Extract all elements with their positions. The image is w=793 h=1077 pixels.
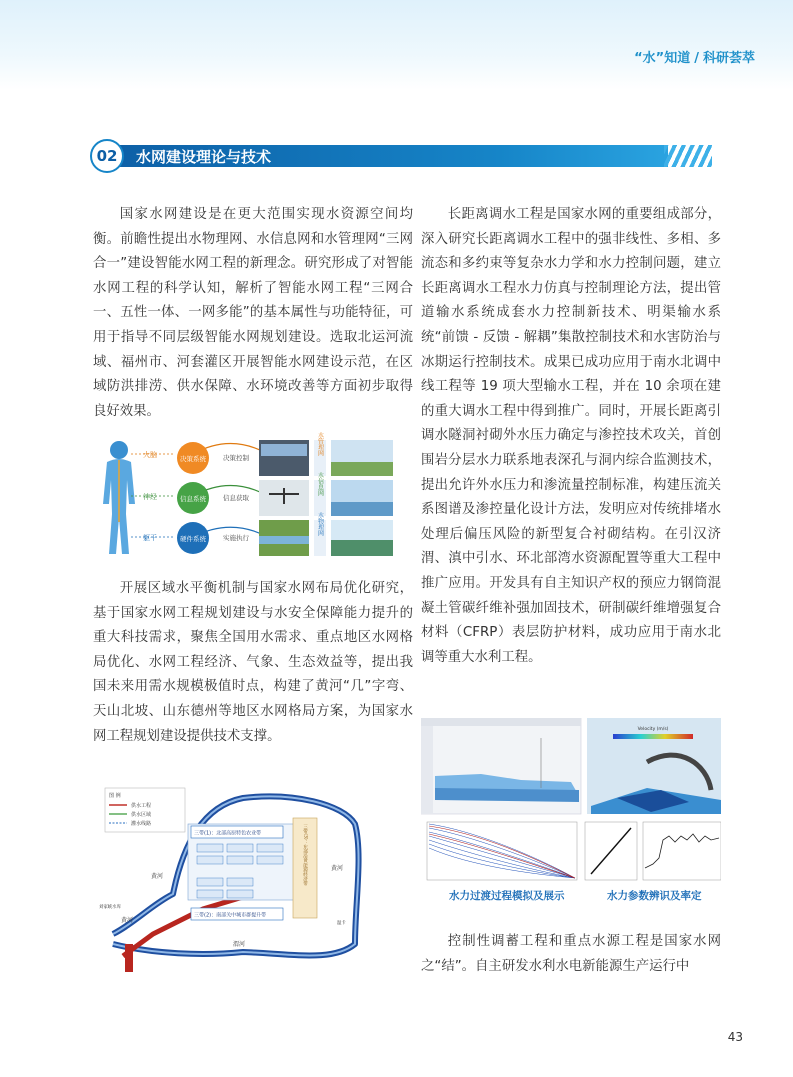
legend-item-2: 供水区域 bbox=[131, 812, 152, 818]
figure-smart-water-network-analogy bbox=[93, 432, 413, 562]
page-number: 43 bbox=[727, 1030, 743, 1044]
top-band bbox=[0, 0, 793, 90]
left-column-text-1 bbox=[93, 203, 413, 424]
header-separator: / bbox=[694, 51, 699, 66]
zone-box-south: 三带(2)：南部关中城市群提升带 bbox=[194, 912, 267, 919]
left-column-text-2 bbox=[93, 577, 413, 749]
zone-box-north: 三带(1)：北部高原特色农业带 bbox=[194, 830, 262, 837]
section-heading-stripes bbox=[664, 145, 712, 167]
section-heading bbox=[90, 141, 712, 171]
header-water: 水 bbox=[642, 51, 656, 66]
label-limb: 躯干 bbox=[143, 534, 157, 542]
paragraph: 控制性调蓄工程和重点水源工程是国家水网之“结”。自主研发水利水电新能源生产运行中 bbox=[421, 934, 721, 974]
calibration-timeseries-plot bbox=[643, 822, 721, 880]
function-label-decision: 决策控制 bbox=[223, 454, 249, 462]
human-body-icon bbox=[103, 441, 135, 554]
header-quote-close: ” bbox=[655, 51, 665, 66]
header-section: 科研荟萃 bbox=[702, 51, 755, 66]
function-label-info: 信息获取 bbox=[223, 494, 249, 502]
city-label-2: 温卡 bbox=[337, 921, 346, 926]
net-label-management: 水管理网 bbox=[316, 432, 324, 456]
running-header bbox=[634, 47, 755, 66]
net-label-physical: 水物理网 bbox=[316, 512, 324, 536]
system-label-hardware: 硬件系统 bbox=[180, 535, 206, 543]
header-zhidao: 知道 bbox=[664, 51, 691, 66]
paragraph: 开展区域水平衡机制与国家水网布局优化研究，基于国家水网工程规划建设与水安全保障能力提升的重大科技需求，聚焦全国用水需求、重点地区水网格局优化、水网工程经济、气象、生态效益等，提出我国未来用需水规模极值时点，构建了黄河“几”字弯、天山北坡、山东德州等地区水网格局方案，为国家水网工程规划建设提供技术支撑。 bbox=[93, 581, 413, 744]
hydraulic-figure-graphic bbox=[421, 718, 721, 903]
section-number: 02 bbox=[90, 139, 124, 173]
label-nerve: 神经 bbox=[143, 493, 157, 501]
zone-box-east: 三带(3)：东部沿黄能源经济带 bbox=[302, 824, 308, 886]
legend-item-3: 灌水线路 bbox=[131, 821, 152, 827]
river-label-1: 黄河 bbox=[331, 865, 344, 872]
figure-hydraulic-simulation bbox=[421, 718, 721, 903]
paragraph: 国家水网建设是在更大范围实现水资源空间均衡。前瞻性提出水物理网、水信息网和水管理网“三网合一”建设智能水网工程的新理念。研究形成了对智能水网工程的科学认知，解析了智能水网工程“三网合一、五性一体、一网多能”的基本属性与功能特征，可用于指导不同层级智能水网规划建设。选取北运河流域、福州市、河套灌区开展智能水网建设示范，在区域防洪排涝、供水保障、水环境改善等方面初步取得良好效果。 bbox=[93, 207, 413, 419]
city-label-1: 刘家峡水库 bbox=[99, 905, 121, 910]
figure-water-network-map bbox=[93, 784, 393, 974]
function-label-execute: 实施执行 bbox=[223, 534, 249, 542]
river-label-3: 渭河 bbox=[233, 941, 246, 948]
system-label-info: 信息系统 bbox=[180, 495, 206, 503]
system-label-decision: 决策系统 bbox=[180, 455, 206, 463]
paragraph: 长距离调水工程是国家水网的重要组成部分，深入研究长距离调水工程中的强非线性、多相、多流态和多约束等复杂水力学和水力控制问题，建立长距离调水工程水力仿真与控制理论方法，提出管道输水系统成套水力控制新技术、明渠输水系统“前馈 - 反馈 - 解耦”集散控制技术和水害防治与冰期运行控制技术。成果已成功应用于南水北调中线工程等 19 项大型输水工程，并在 10 余项在建的重大调水工程中得到推广。同时，开展长距离引调水隧洞衬砌外水压力确定与渗控技术攻关，首创围岩分层水力联系地表深孔与洞内综合监测技术，提出允许外水压力和渗流量控制标准，构建压流关系图谱及渗控量化设计方法，发明应对传统排堵水处理后偏压风险的新型复合衬砌结构。在引汉济渭、滇中引水、环北部湾水资源配置等重大工程中推广应用。开发具有自主知识产权的预应力钢筒混凝土管碳纤维补强加固技术，研制碳纤维增强复合材料（CFRP）表层防护材料，成功应用于南水北调等重大水利工程。 bbox=[421, 207, 721, 665]
figure-caption-2: 水力参数辨识及率定 bbox=[607, 890, 702, 902]
header-quote-open: “ bbox=[634, 51, 643, 66]
legend-item-1: 供水工程 bbox=[131, 803, 152, 809]
figure-caption-1: 水力过渡过程模拟及展示 bbox=[449, 890, 565, 902]
river-label-4: 黄河 bbox=[121, 917, 134, 924]
right-column-text-1 bbox=[421, 203, 721, 670]
legend-title: 图 例 bbox=[109, 793, 121, 799]
section-title: 水网建设理论与技术 bbox=[136, 148, 272, 166]
right-column-text-2 bbox=[421, 930, 721, 979]
velocity-label: Velocity (m/s) bbox=[637, 727, 669, 732]
river-label-2: 黄河 bbox=[151, 873, 164, 880]
label-brain: 大脑 bbox=[143, 451, 157, 459]
net-label-info: 水信息网 bbox=[316, 472, 324, 496]
